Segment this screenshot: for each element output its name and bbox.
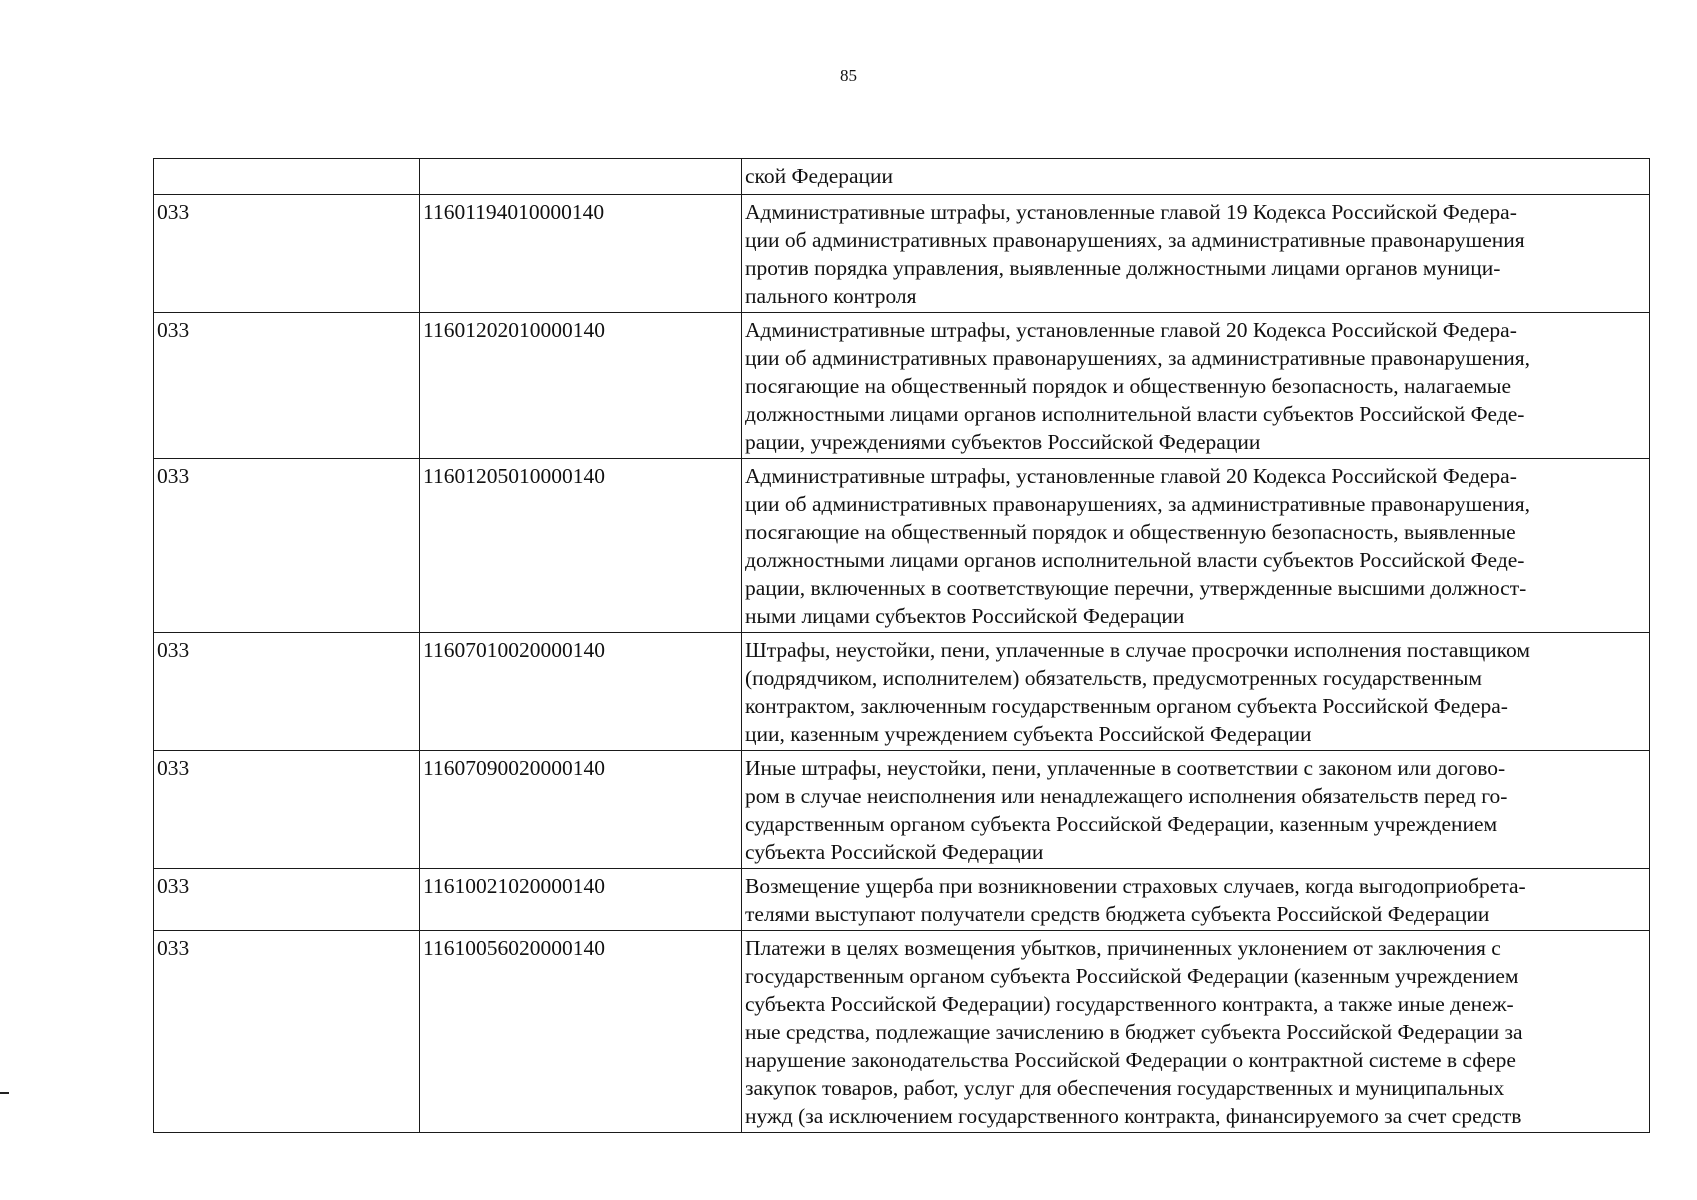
income-name-line: должностными лицами органов исполнительной власти субъектов Российской Феде- xyxy=(745,548,1525,572)
income-name-cell xyxy=(742,869,1650,931)
income-name-line: субъекта Российской Федерации) государственного контракта, а также иные денеж- xyxy=(745,992,1514,1016)
admin-code-cell: 033 xyxy=(154,633,420,751)
income-name-cell xyxy=(742,195,1650,313)
budget-code-cell: 11610056020000140 xyxy=(420,931,742,1133)
income-name-cell xyxy=(742,313,1650,459)
income-name-line: сударственным органом субъекта Российской Федерации, казенным учреждением xyxy=(745,812,1498,836)
income-name-line: Возмещение ущерба при возникновении страховых случаев, когда выгодоприобрета- xyxy=(745,874,1526,898)
admin-code-cell: 033 xyxy=(154,869,420,931)
table-row xyxy=(154,931,1650,1133)
income-name-line: рации, учреждениями субъектов Российской Федерации xyxy=(745,430,1261,454)
income-name-line: ции об административных правонарушениях, за административные правонарушения, xyxy=(745,492,1531,516)
income-name-line: рации, включенных в соответствующие перечни, утвержденные высшими должност- xyxy=(745,576,1527,600)
income-name-line: посягающие на общественный порядок и общественную безопасность, выявленные xyxy=(745,520,1516,544)
scan-edge-mark xyxy=(0,1092,9,1094)
admin-code-cell: 033 xyxy=(154,459,420,633)
income-name-line: Административные штрафы, установленные главой 20 Кодекса Российской Федера- xyxy=(745,318,1517,342)
income-name-cell xyxy=(742,751,1650,869)
income-name-line: ции, казенным учреждением субъекта Российской Федерации xyxy=(745,722,1312,746)
income-name-line: нарушение законодательства Российской Федерации о контрактной системе в сфере xyxy=(745,1048,1516,1072)
income-name-line: Административные штрафы, установленные главой 20 Кодекса Российской Федера- xyxy=(745,464,1517,488)
admin-code-cell: 033 xyxy=(154,313,420,459)
table-row xyxy=(154,459,1650,633)
budget-code-cell: 11601205010000140 xyxy=(420,459,742,633)
budget-code-cell xyxy=(420,159,742,195)
budget-code-cell: 11601194010000140 xyxy=(420,195,742,313)
income-name-line: ции об административных правонарушениях, за административные правонарушения xyxy=(745,228,1525,252)
income-name-cell xyxy=(742,633,1650,751)
income-name-line: закупок товаров, работ, услуг для обеспечения государственных и муниципальных xyxy=(745,1076,1505,1100)
income-name-line: должностными лицами органов исполнительной власти субъектов Российской Феде- xyxy=(745,402,1525,426)
income-name-line: телями выступают получатели средств бюджета субъекта Российской Федерации xyxy=(745,902,1490,926)
budget-code-cell: 11610021020000140 xyxy=(420,869,742,931)
income-name-line: государственным органом субъекта Российской Федерации (казенным учреждением xyxy=(745,964,1519,988)
budget-code-cell: 11601202010000140 xyxy=(420,313,742,459)
table-row-continuation xyxy=(154,159,1650,195)
table-row xyxy=(154,751,1650,869)
admin-code-cell: 033 xyxy=(154,931,420,1133)
income-name-line: субъекта Российской Федерации xyxy=(745,840,1044,864)
admin-code-cell xyxy=(154,159,420,195)
table-body xyxy=(154,159,1650,1133)
income-name-line: ской Федерации xyxy=(745,164,894,188)
table-row xyxy=(154,869,1650,931)
income-name-line: нужд (за исключением государственного контракта, финансируемого за счет средств xyxy=(745,1104,1522,1128)
income-name-line: Штрафы, неустойки, пени, уплаченные в случае просрочки исполнения поставщиком xyxy=(745,638,1530,662)
income-name-line: (подрядчиком, исполнителем) обязательств, предусмотренных государственным xyxy=(745,666,1483,690)
income-name-line: ные средства, подлежащие зачислению в бюджет субъекта Российской Федерации за xyxy=(745,1020,1523,1044)
income-name-line: ции об административных правонарушениях, за административные правонарушения, xyxy=(745,346,1531,370)
income-name-line: Платежи в целях возмещения убытков, причиненных уклонением от заключения с xyxy=(745,936,1501,960)
income-name-line: ром в случае неисполнения или ненадлежащего исполнения обязательств перед го- xyxy=(745,784,1508,808)
income-name-line: пального контроля xyxy=(745,284,917,308)
income-name-line: Административные штрафы, установленные главой 19 Кодекса Российской Федера- xyxy=(745,200,1517,224)
page-number: 85 xyxy=(840,66,857,85)
income-name-cell xyxy=(742,459,1650,633)
budget-code-cell: 11607010020000140 xyxy=(420,633,742,751)
admin-code-cell: 033 xyxy=(154,195,420,313)
income-name-line: Иные штрафы, неустойки, пени, уплаченные в соответствии с законом или догово- xyxy=(745,756,1506,780)
table-row xyxy=(154,313,1650,459)
budget-code-cell: 11607090020000140 xyxy=(420,751,742,869)
income-name-line: контрактом, заключенным государственным органом субъекта Российской Федера- xyxy=(745,694,1508,718)
table-row xyxy=(154,195,1650,313)
income-name-cell xyxy=(742,931,1650,1133)
admin-code-cell: 033 xyxy=(154,751,420,869)
income-name-line: посягающие на общественный порядок и общественную безопасность, налагаемые xyxy=(745,374,1511,398)
income-name-line: против порядка управления, выявленные должностными лицами органов муници- xyxy=(745,256,1501,280)
income-name-line: ными лицами субъектов Российской Федерации xyxy=(745,604,1185,628)
table-row xyxy=(154,633,1650,751)
income-name-cell xyxy=(742,159,1650,195)
budget-classification-table xyxy=(153,158,1650,1133)
